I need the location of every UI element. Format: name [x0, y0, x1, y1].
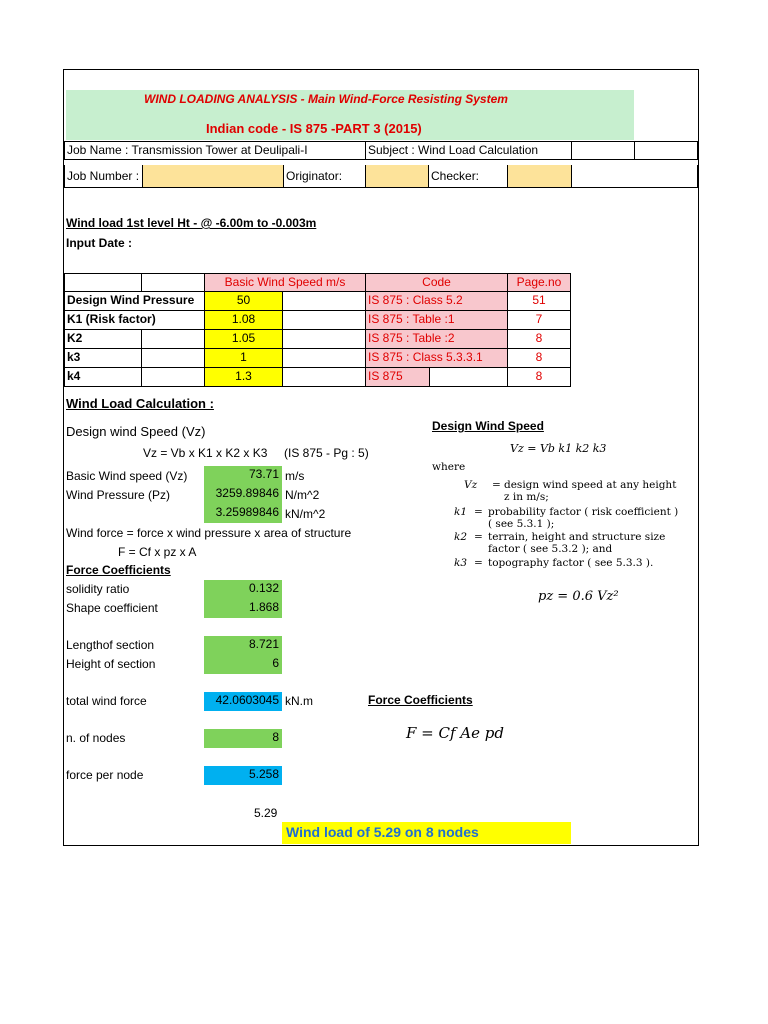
- table-header-blank: [141, 273, 204, 292]
- height-of-section-value[interactable]: 6: [204, 655, 282, 674]
- table-row-code: IS 875 : Table :2: [365, 330, 507, 349]
- table-row-page: 7: [507, 311, 571, 330]
- blank-cell: [571, 141, 635, 160]
- def-text: design wind speed at any height z in m/s;: [504, 479, 677, 503]
- blank-cell: [571, 165, 698, 188]
- table-header-page: Page.no: [507, 273, 571, 292]
- table-row-code: IS 875 : Class 5.2: [365, 292, 507, 311]
- vz-reference: (IS 875 - Pg : 5): [284, 446, 369, 460]
- table-row-label: K1 (Risk factor): [64, 311, 204, 330]
- basic-wind-speed-unit: m/s: [285, 469, 305, 483]
- vz-reference-formula: Vz = Vb k1 k2 k3: [510, 442, 607, 455]
- def-symbol: k3: [454, 557, 468, 569]
- table-row-blank: [282, 292, 365, 311]
- def-symbol: Vz: [464, 479, 478, 491]
- basic-wind-speed-label: Basic Wind speed (Vz): [66, 469, 188, 483]
- total-wind-force-unit: kN.m: [285, 694, 313, 708]
- code-line: Indian code - IS 875 -PART 3 (2015): [206, 121, 422, 136]
- total-wind-force-value[interactable]: 42.0603045: [204, 692, 282, 711]
- originator-label: Originator:: [283, 165, 365, 188]
- table-row-page: 8: [507, 368, 571, 387]
- def-eq: =: [492, 479, 501, 491]
- table-row-blank: [282, 330, 365, 349]
- table-row-value[interactable]: 1.05: [204, 330, 282, 349]
- table-header-blank: [64, 273, 141, 292]
- wind-pressure-kn-value[interactable]: 3.25989846: [204, 504, 282, 523]
- checker-input[interactable]: [507, 165, 571, 188]
- force-per-node-value[interactable]: 5.258: [204, 766, 282, 785]
- job-name-cell: Job Name : Transmission Tower at Deulipali-I: [64, 141, 365, 160]
- table-row-value[interactable]: 1.3: [204, 368, 282, 387]
- table-row-label: k3: [64, 349, 141, 368]
- design-wind-speed-title: Design Wind Speed: [432, 419, 544, 433]
- shape-coefficient-label: Shape coefficient: [66, 601, 158, 615]
- shape-coefficient-value[interactable]: 1.868: [204, 599, 282, 618]
- force-reference-formula: F = Cf Ae pd: [406, 724, 504, 742]
- wind-pressure-label: Wind Pressure (Pz): [66, 488, 171, 502]
- worksheet-page: [63, 69, 699, 846]
- def-eq: =: [474, 531, 483, 543]
- table-row-value[interactable]: 1: [204, 349, 282, 368]
- table-row-value[interactable]: 1.08: [204, 311, 282, 330]
- table-row-page: 8: [507, 330, 571, 349]
- table-row-label: Design Wind Pressure: [64, 292, 204, 311]
- table-row-page: 51: [507, 292, 571, 311]
- def-eq: =: [474, 557, 483, 569]
- table-row-code: IS 875 : Table :1: [365, 311, 507, 330]
- def-text: terrain, height and structure size factor ( see 5.3.2 ); and: [488, 531, 666, 555]
- table-row-blank: [282, 349, 365, 368]
- table-row-blank: [141, 330, 204, 349]
- length-of-section-value[interactable]: 8.721: [204, 636, 282, 655]
- table-row-page: 8: [507, 349, 571, 368]
- checker-label: Checker:: [428, 165, 507, 188]
- length-of-section-label: Lengthof section: [66, 638, 155, 652]
- table-row-blank: [429, 368, 507, 387]
- solidity-ratio-label: solidity ratio: [66, 582, 130, 596]
- table-row-blank: [141, 349, 204, 368]
- table-row-code: IS 875 : Class 5.3.3.1: [365, 349, 507, 368]
- nodes-label: n. of nodes: [66, 731, 126, 745]
- force-coefficients-title: Force Coefficients: [66, 563, 171, 577]
- def-text: topography factor ( see 5.3.3 ).: [488, 557, 654, 569]
- rounded-force-value: 5.29: [254, 806, 278, 820]
- def-symbol: k2: [454, 531, 468, 543]
- wind-pressure-unit: N/m^2: [285, 488, 320, 502]
- def-eq: =: [474, 506, 483, 518]
- job-number-label: Job Number :: [64, 165, 142, 188]
- table-row-label: K2: [64, 330, 141, 349]
- nodes-value[interactable]: 8: [204, 729, 282, 748]
- total-wind-force-label: total wind force: [66, 694, 147, 708]
- height-of-section-label: Height of section: [66, 657, 156, 671]
- result-banner-text: Wind load of 5.29 on 8 nodes: [286, 824, 479, 840]
- pz-reference-formula: pz = 0.6 Vz²: [538, 589, 619, 604]
- solidity-ratio-value[interactable]: 0.132: [204, 580, 282, 599]
- force-coefficients-reference-title: Force Coefficients: [368, 693, 473, 707]
- blank-cell: [635, 141, 698, 160]
- table-row-blank: [282, 368, 365, 387]
- def-text: probability factor ( risk coefficient ) ( see 5.3.1 );: [488, 506, 679, 530]
- sheet-title: WIND LOADING ANALYSIS - Main Wind-Force Resisting System: [144, 92, 508, 106]
- vz-formula: Vz = Vb x K1 x K2 x K3: [143, 446, 268, 460]
- f-formula-line: F = Cf x pz x A: [118, 545, 197, 559]
- calc-title: Wind Load Calculation :: [66, 396, 214, 411]
- wind-pressure-kn-unit: kN/m^2: [285, 507, 326, 521]
- level-title: Wind load 1st level Ht - @ -6.00m to -0.003m: [66, 216, 317, 230]
- wind-force-line: Wind force = force x wind pressure x area of structure: [66, 526, 352, 540]
- table-row-blank: [282, 311, 365, 330]
- basic-wind-speed-value[interactable]: 73.71: [204, 466, 282, 485]
- originator-input[interactable]: [365, 165, 428, 188]
- job-number-input[interactable]: [142, 165, 283, 188]
- table-row-value[interactable]: 50: [204, 292, 282, 311]
- table-header-code: Code: [365, 273, 507, 292]
- design-wind-speed-label: Design wind Speed (Vz): [66, 424, 206, 439]
- subject-cell: Subject : Wind Load Calculation: [365, 141, 571, 160]
- def-symbol: k1: [454, 506, 468, 518]
- wind-pressure-value[interactable]: 3259.89846: [204, 485, 282, 504]
- table-row-code: IS 875: [365, 368, 429, 387]
- table-header-speed: Basic Wind Speed m/s: [204, 273, 365, 292]
- input-title: Input Date :: [66, 236, 132, 250]
- where-label: where: [432, 461, 466, 473]
- table-row-blank: [141, 368, 204, 387]
- table-row-label: k4: [64, 368, 141, 387]
- force-per-node-label: force per node: [66, 768, 144, 782]
